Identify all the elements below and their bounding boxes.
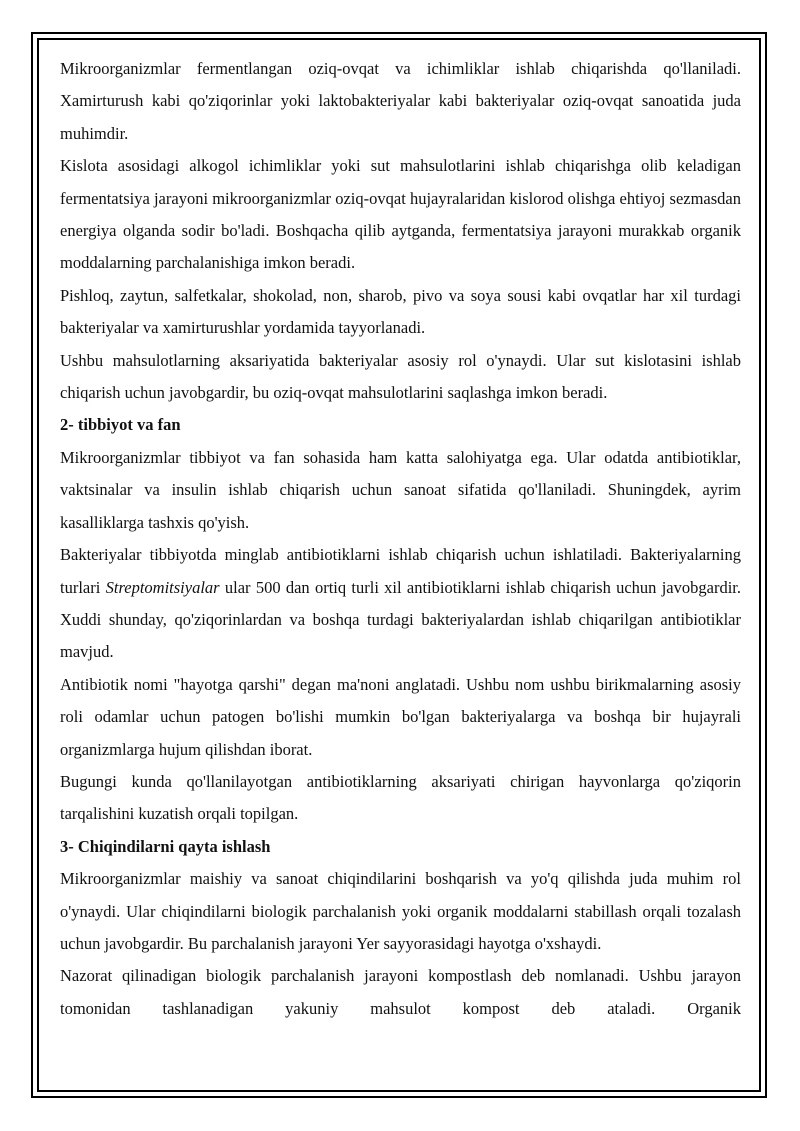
paragraph: Nazorat qilinadigan biologik parchalanish jarayoni kompostlash deb nomlanadi. Ushbu jarayon tomonidan tashlanadigan yakuniy mahsulot kompost deb ataladi. Organik bbox=[60, 966, 741, 1018]
section-heading: 3- Chiqindilarni qayta ishlash bbox=[60, 836, 271, 856]
paragraph: Ushbu mahsulotlarning aksariyatida bakteriyalar asosiy rol o'ynaydi. Ular sut kislotasini ishlab chiqarish uchun javobgardir, bu oziq-ovqat mahsulotlarini saqlashga imkon beradi. bbox=[60, 350, 741, 403]
paragraph: Mikroorganizmlar maishiy va sanoat chiqindilarini boshqarish va yo'q qilishda juda muhim rol o'ynaydi. Ular chiqindilarni biologik parchalanish yoki organik moddalarni stabillash orqali tozalash uchun javobgardir. Bu parchalanish jarayoni Yer sayyorasidagi hayotga o'xshaydi. bbox=[60, 869, 741, 953]
document-body bbox=[60, 53, 741, 1025]
paragraph bbox=[60, 539, 741, 669]
paragraph-text: ular 500 dan ortiq turli xil antibiotiklarni ishlab chiqarish uchun javobgardir. Xuddi shunday, qo'ziqorinlardan va boshqa turdagi bakteriyalardan ishlab chiqarilgan antibiotiklar mavjud. bbox=[60, 577, 741, 662]
paragraph: Pishloq, zaytun, salfetkalar, shokolad, non, sharob, pivo va soya sousi kabi ovqatlar har xil turdagi bakteriyalar va xamirturushlar yordamida tayyorlanadi. bbox=[60, 285, 741, 338]
paragraph: Antibiotik nomi "hayotga qarshi" degan ma'noni anglatadi. Ushbu nom ushbu birikmalarning asosiy roli odamlar uchun patogen bo'lishi mumkin bo'lgan bakteriyalarga va boshqa bir hujayrali organizmlarga hujum qilishdan iborat. bbox=[60, 674, 741, 759]
italic-term: Streptomitsiyalar bbox=[105, 577, 220, 597]
paragraph: Mikroorganizmlar tibbiyot va fan sohasida ham katta salohiyatga ega. Ular odatda antibiotiklar, vaktsinalar va insulin ishlab chiqarish uchun sanoat sifatida qo'llaniladi. Shuningdek, ayrim kasalliklarga tashxis qo'yish. bbox=[60, 447, 741, 532]
section-heading: 2- tibbiyot va fan bbox=[60, 415, 181, 435]
paragraph-text: Bakteriyalar tibbiyotda minglab antibiotiklarni ishlab chiqarish uchun ishlatiladi. Bakteriyalarning turlari bbox=[60, 545, 741, 597]
paragraph: Kislota asosidagi alkogol ichimliklar yoki sut mahsulotlarini ishlab chiqarishga olib keladigan fermentatsiya jarayoni mikroorganizmlar oziq-ovqat hujayralaridan kislorod olishga ehtiyoj sezmasdan energiya olganda sodir bo'ladi. Boshqacha qilib aytganda, fermentatsiya jarayoni murakkab organik moddalarning parchalanishiga imkon beradi. bbox=[60, 156, 741, 273]
paragraph: Mikroorganizmlar fermentlangan oziq-ovqat va ichimliklar ishlab chiqarishda qo'llaniladi. Xamirturush kabi qo'ziqorinlar yoki laktobakteriyalar kabi bakteriyalar oziq-ovqat sanoatida juda muhimdir. bbox=[60, 59, 741, 143]
paragraph: Bugungi kunda qo'llanilayotgan antibiotiklarning aksariyati chirigan hayvonlarga qo'ziqorin tarqalishini kuzatish orqali topilgan. bbox=[60, 771, 741, 824]
